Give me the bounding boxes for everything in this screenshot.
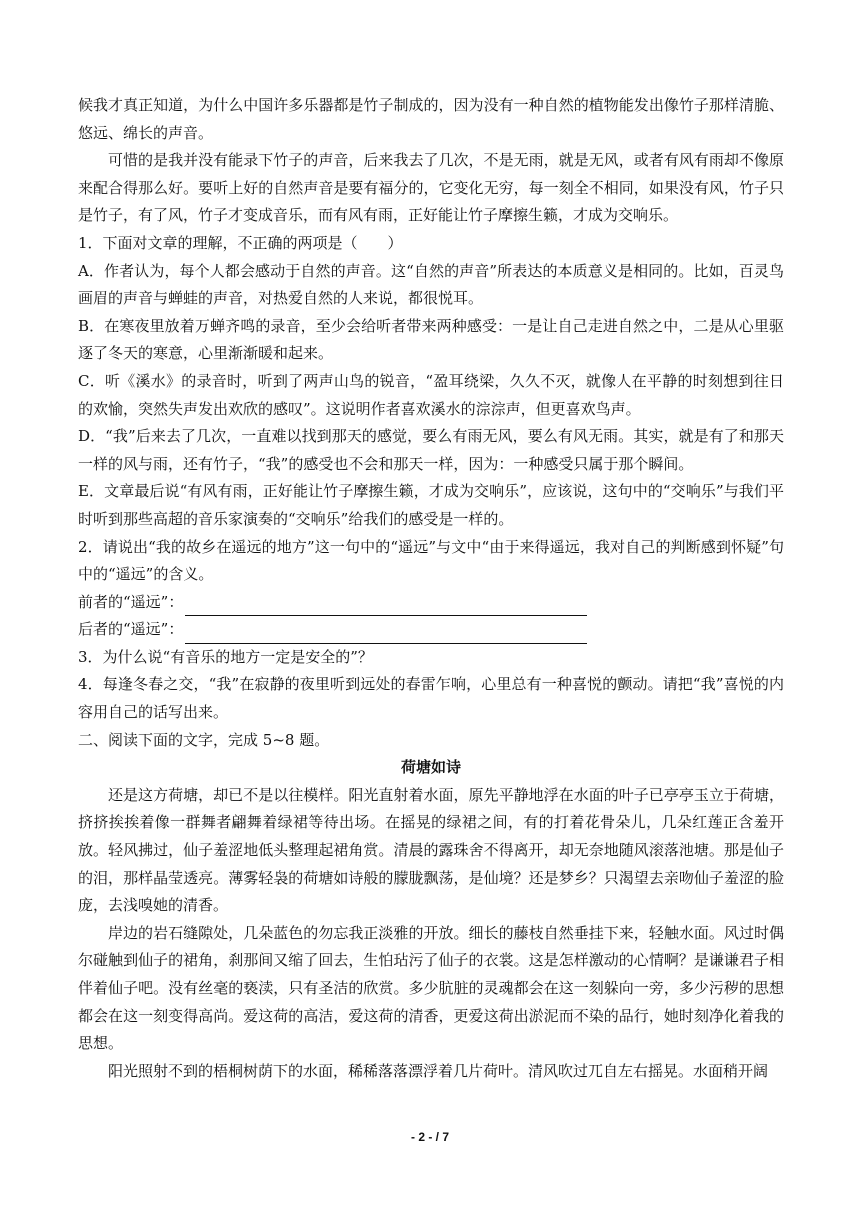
- page-content: [78, 92, 784, 1085]
- question-1-option-b: B．在寒夜里放着万蝉齐鸣的录音，至少会给听者带来两种感受：一是让自己走进自然之中，二是从心里驱逐了冬天的寒意，心里渐渐暖和起来。: [78, 316, 784, 363]
- question-1-option-d: D．“我”后来去了几次，一直难以找到那天的感觉，要么有雨无风，要么有风无雨。其实，就是有了和那天一样的风与雨，还有竹子，“我”的感受也不会和那天一样，因为：一种感受只属于那个瞬间。: [78, 427, 784, 473]
- answer-blank-row-1: [78, 589, 784, 617]
- question-3: 3．为什么说“有音乐的地方一定是安全的”？: [78, 647, 373, 666]
- section-2-heading: 二、阅读下面的文字，完成 5~8 题。: [78, 730, 330, 749]
- passage2-paragraph-3: 阳光照射不到的梧桐树荫下的水面，稀稀落落漂浮着几片荷叶。清风吹过兀自左右摇晃。水面稍开阔: [108, 1061, 769, 1080]
- passage2-paragraph-1: 还是这方荷塘，却已不是以往模样。阳光直射着水面，原先平静地浮在水面的叶子已亭亭玉立于荷塘，挤挤挨挨着像一群舞者翩舞着绿裙等待出场。在摇晃的绿裙之间，有的打着花骨朵儿，几朵红莲正含羞开放。轻风拂过，仙子羞涩地低头整理起裙角赏。清晨的露珠舍不得离开，却无奈地随风滚落池塘。那是仙子的泪，那样晶莹透亮。薄雾轻袅的荷塘如诗般的朦胧飘荡，是仙境？还是梦乡？只渴望去亲吻仙子羞涩的脸庞，去浅嗅她的清香。: [78, 785, 784, 915]
- passage2-title: 荷塘如诗: [400, 758, 461, 777]
- question-1: 1．下面对文章的理解，不正确的两项是（ ）: [78, 233, 403, 252]
- question-1-option-a: A．作者认为，每个人都会感动于自然的声音。这“自然的声音”所表达的本质意义是相同的。比如，百灵鸟画眉的声音与蝉蛙的声音，对热爱自然的人来说，都很悦耳。: [78, 261, 784, 308]
- answer-blank-line-2: [185, 625, 587, 644]
- passage2-paragraph-2: 岸边的岩石缝隙处，几朵蓝色的勿忘我正淡雅的开放。细长的藤枝自然垂挂下来，轻触水面。风过时偶尔碰触到仙子的裙角，刹那间又缩了回去，生怕玷污了仙子的衣裳。这是怎样激动的心情啊？是谦谦君子相伴着仙子吧。没有丝毫的亵渎，只有圣洁的欣赏。多少肮脏的灵魂都会在这一刻躲向一旁，多少污秽的思想都会在这一刻变得高尚。爱这荷的高洁，爱这荷的清香，更爱这荷出淤泥而不染的品行，她时刻净化着我的思想。: [78, 923, 784, 1053]
- page-number: - 2 - / 7: [410, 1130, 449, 1144]
- question-2: 2．请说出“我的故乡在遥远的地方”这一句中的“遥远”与文中“由于来得遥远，我对自己的判断感到怀疑”句中的“遥远”的含义。: [78, 537, 784, 584]
- question-4: 4．每逢冬春之交，“我”在寂静的夜里听到远处的春雷乍响，心里总有一种喜悦的颤动。请把“我”喜悦的内容用自己的话写出来。: [78, 675, 784, 722]
- passage1-paragraph-2: 可惜的是我并没有能录下竹子的声音，后来我去了几次，不是无雨，就是无风，或者有风有雨却不像原来配合得那么好。要听上好的自然声音是要有福分的，它变化无穷，每一刻全不相同，如果没有风，竹子只是竹子，有了风，竹子才变成音乐，而有风有雨，正好能让竹子摩擦生籁，才成为交响乐。: [78, 151, 784, 225]
- question-1-option-c: C．听《溪水》的录音时，听到了两声山鸟的锐音，“盈耳绕梁，久久不灭，就像人在平静的时刻想到往日的欢愉，突然失声发出欢欣的感叹”。这说明作者喜欢溪水的淙淙声，但更喜欢鸟声。: [78, 371, 784, 418]
- question-1-option-e: E．文章最后说“有风有雨，正好能让竹子摩擦生籁，才成为交响乐”，应该说，这句中的“交响乐”与我们平时听到那些高超的音乐家演奏的“交响乐”给我们的感受是一样的。: [78, 482, 784, 528]
- answer-blank-label-2: 后者的“遥远”：: [78, 620, 184, 639]
- answer-blank-row-2: [78, 616, 784, 644]
- answer-blank-line-1: [185, 597, 587, 616]
- passage1-paragraph-1: 候我才真正知道，为什么中国许多乐器都是竹子制成的，因为没有一种自然的植物能发出像竹子那样清脆、悠远、绵长的声音。: [78, 96, 784, 142]
- answer-blank-label-1: 前者的“遥远”：: [78, 592, 184, 611]
